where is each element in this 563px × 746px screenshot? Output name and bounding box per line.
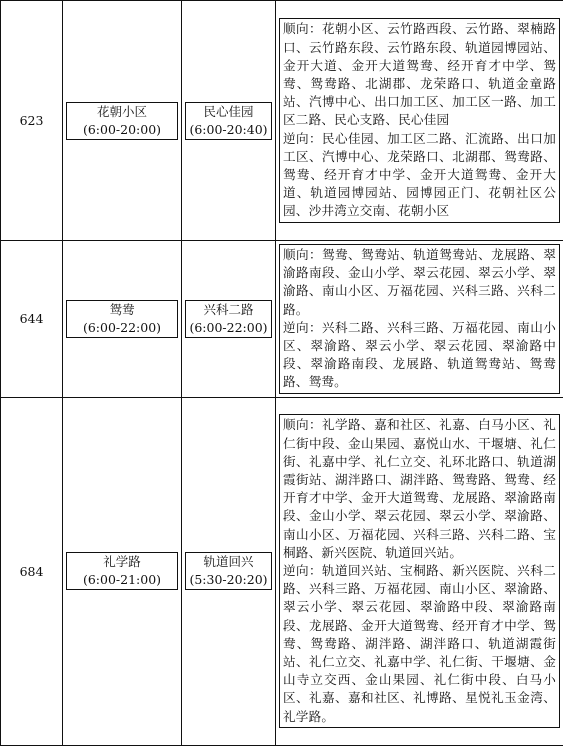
end-terminal-hours: (5:30-20:20) (189, 571, 267, 589)
end-terminal (185, 300, 272, 338)
route-stops (279, 244, 560, 394)
start-terminal-cell (63, 241, 182, 398)
end-terminal-cell (182, 241, 276, 398)
start-terminal-name: 礼学路 (103, 553, 141, 571)
reverse-route: 逆向：民心佳园、加工区二路、汇流路、出口加工区、汽博中心、龙荣路口、北湖郡、鸳鸯路、鸳鸯、经开育才中学、金开大道鸳鸯、金开大道、轨道园博园站、园博园正门、花朝社区公园、沙井湾立交南、花朝小区 (283, 130, 556, 221)
route-stops (279, 414, 560, 727)
end-terminal-name: 兴科二路 (203, 301, 253, 319)
start-terminal-cell (63, 397, 182, 745)
table-row (1, 397, 563, 745)
route-number: 684 (1, 397, 63, 745)
end-terminal-name: 民心佳园 (203, 103, 253, 121)
end-terminal (185, 552, 272, 590)
start-terminal (66, 552, 178, 590)
forward-route: 顺向：鸳鸯、鸳鸯站、轨道鸳鸯站、龙展路、翠渝路南段、金山小学、翠云花园、翠云小学、翠渝路、南山小区、万福花园、兴科三路、兴科二路。 (283, 246, 556, 319)
start-terminal-name: 花朝小区 (97, 103, 147, 121)
start-terminal-hours: (6:00-20:00) (83, 121, 161, 139)
start-terminal (66, 102, 178, 140)
end-terminal-hours: (6:00-20:40) (189, 121, 267, 139)
end-terminal (185, 102, 272, 140)
table-row (1, 241, 563, 398)
table-row (1, 1, 563, 241)
end-terminal-hours: (6:00-22:00) (189, 319, 267, 337)
start-terminal-cell (63, 1, 182, 241)
route-stops (279, 18, 560, 222)
start-terminal-hours: (6:00-22:00) (83, 319, 161, 337)
start-terminal-hours: (6:00-21:00) (83, 571, 161, 589)
forward-route: 顺向：礼学路、嘉和社区、礼嘉、白马小区、礼仁街中段、金山果园、嘉悦山水、干堰塘、礼仁街、礼嘉中学、礼仁立交、礼环北路口、轨道湖霞街站、湖泮路口、湖泮路、鸳鸯路、鸳鸯、经开育才中学、金开大道鸳鸯、龙展路、翠渝路南段、金山小学、翠云花园、翠云小学、翠渝路、南山小区、万福花园、兴科三路、兴科二路、宝桐路、新兴医院、轨道回兴站。 (283, 416, 556, 562)
reverse-route: 逆向：轨道回兴站、宝桐路、新兴医院、兴科二路、兴科三路、万福花园、南山小区、翠渝路、翠云小学、翠云花园、翠渝路中段、翠渝路南段、龙展路、金开大道鸳鸯、经开育才中学、鸳鸯、鸳鸯路、湖泮路、湖泮路口、轨道湖霞街站、礼仁立交、礼嘉中学、礼仁街、干堰塘、金山寺立交西、金山果园、礼仁街中段、白马小区、礼嘉、嘉和社区、礼博路、星悦礼玉金湾、礼学路。 (283, 562, 556, 726)
route-stops-cell (276, 241, 563, 398)
route-stops-cell (276, 1, 563, 241)
end-terminal-cell (182, 1, 276, 241)
end-terminal-name: 轨道回兴 (203, 553, 253, 571)
end-terminal-cell (182, 397, 276, 745)
start-terminal (66, 300, 178, 338)
route-number: 623 (1, 1, 63, 241)
reverse-route: 逆向：兴科二路、兴科三路、万福花园、南山小区、翠渝路、翠云小学、翠云花园、翠渝路中段、翠渝路南段、龙展路、轨道鸳鸯站、鸳鸯路、鸳鸯。 (283, 319, 556, 392)
route-stops-cell (276, 397, 563, 745)
forward-route: 顺向：花朝小区、云竹路西段、云竹路、翠楠路口、云竹路东段、云竹路东段、轨道园博园站、金开大道、金开大道鸳鸯、经开育才中学、鸳鸯、鸳鸯路、北湖郡、龙荣路口、轨道金童路站、汽博中心、出口加工区、加工区一路、加工区二路、民心支路、民心佳园 (283, 20, 556, 129)
route-number: 644 (1, 241, 63, 398)
start-terminal-name: 鸳鸯 (109, 301, 134, 319)
